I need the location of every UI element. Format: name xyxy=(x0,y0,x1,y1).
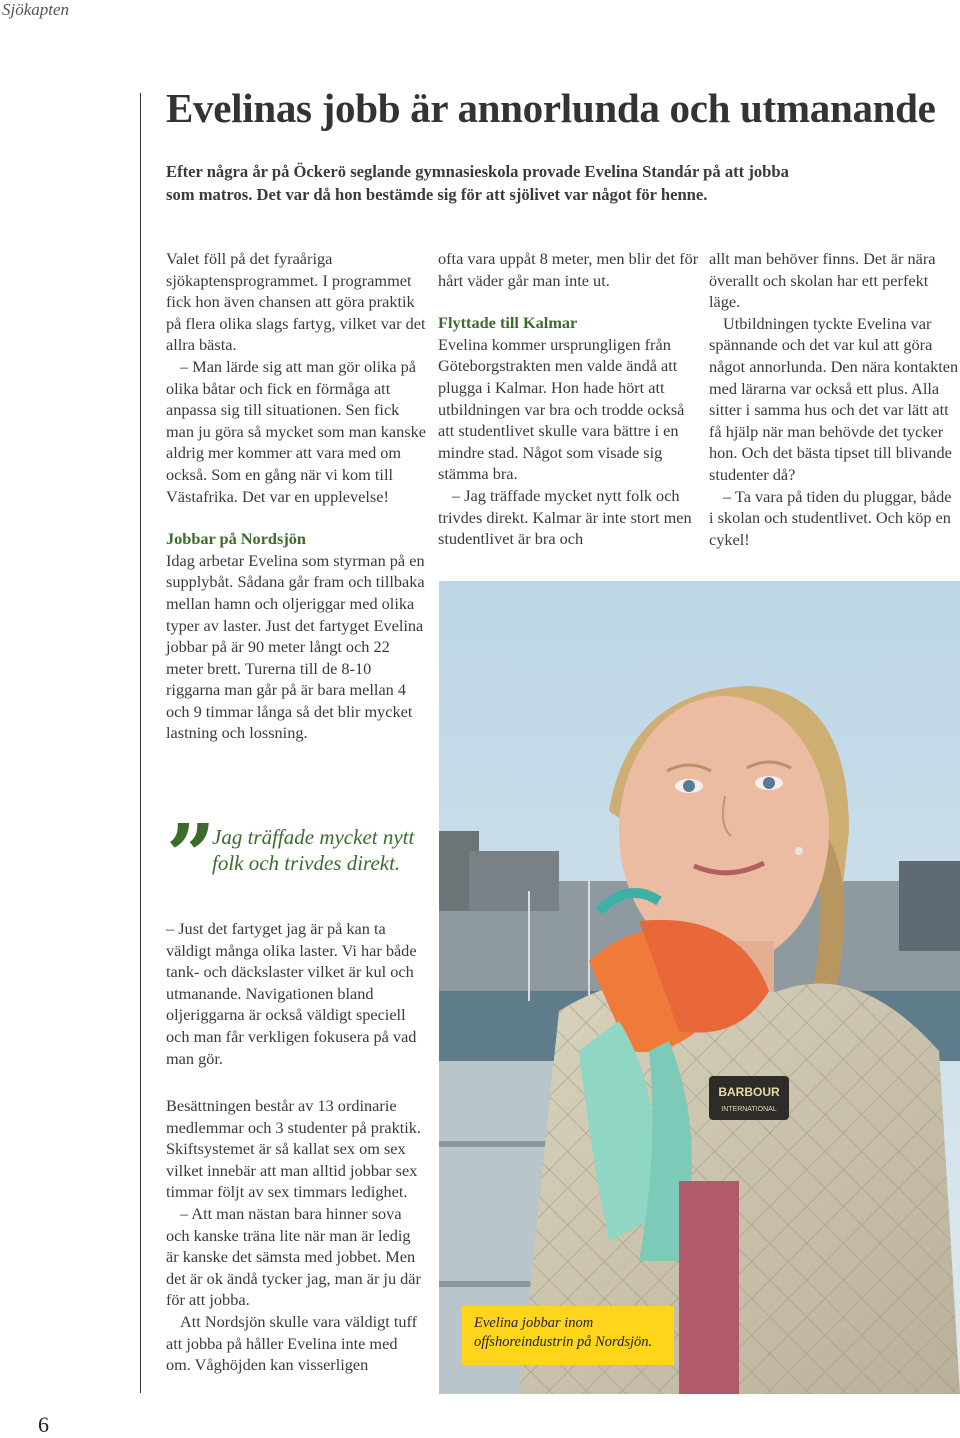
subheading-kalmar: Flyttade till Kalmar xyxy=(438,313,578,333)
paragraph: Idag arbetar Evelina som styrman på en supplybåt. Sådana går fram och tillbaka mellan hamn och oljeriggar med olika typer av laster. Just det fartyget Evelina jobbar på är 90 meter långt och 22 meter brett. Turerna till de 8-10 riggarna man går på är bara mellan 4 och 9 timmar långa så det blir mycket lastning och lossning. xyxy=(166,550,425,743)
paragraph: Utbildningen tyckte Evelina var spännande och det var kul att göra något annorlunda. Den nära kontakten med lärarna var också ett plus. Alla sitter i samma hus och det var lätt att få hjälp när man behövde det tycker hon. Och det bästa tipset till blivande studenter då? xyxy=(709,313,959,484)
article-title: Evelinas jobb är annorlunda och utmanande xyxy=(166,85,936,131)
paragraph: – Jag träffade mycket nytt folk och trivdes direkt. Kalmar är inte stort men studentlivet är bra och xyxy=(438,485,692,549)
section-label: Sjökapten xyxy=(2,0,70,19)
paragraph: – Att man nästan bara hinner sova och kanske träna lite när man är ledig är kanske det sämsta med jobbet. Men det är ok ändå tycker jag, man är ju där för att jobba. xyxy=(166,1203,421,1310)
portrait-illustration xyxy=(439,581,960,1394)
portrait-photo xyxy=(439,581,960,1394)
quote-mark-icon: ” xyxy=(166,806,216,907)
paragraph: – Ta vara på tiden du pluggar, både i skolan och studentlivet. Och köp en cykel! xyxy=(709,486,952,549)
column-1-top xyxy=(166,248,426,744)
subheading-nordsjon: Jobbar på Nordsjön xyxy=(166,529,306,549)
pull-quote xyxy=(166,806,426,907)
column-rule xyxy=(140,93,141,1393)
article-ingress: Efter några år på Öckerö seglande gymnasieskola provade Evelina Standár på att jobba som matros. Det var då hon bestämde sig för att sjölivet var något för henne. xyxy=(166,162,789,204)
paragraph: – Man lärde sig att man gör olika på olika båtar och fick en förmåga att anpassa sig till situationen. Sen fick man ju göra så mycket som man kanske aldrig mer kommer att vara med om också. Som en gång när vi kom till Västafrika. Det var en upplevelse! xyxy=(166,356,426,506)
paragraph: Valet föll på det fyraåriga sjökaptensprogrammet. I programmet fick hon även chansen att göra praktik på flera olika slags fartyg, vilket var det allra bästa. xyxy=(166,249,426,355)
paragraph: – Just det fartyget jag är på kan ta väldigt många olika laster. Vi har både tank- och däckslaster vilket är kul och utmanande. Navigationen bland oljeriggarna är också väldigt speciell och man får verkligen fokusera på vad man gör. xyxy=(166,919,417,1068)
badge-text: BARBOUR xyxy=(718,1085,780,1099)
page-number: 6 xyxy=(38,1412,49,1437)
column-1-middle xyxy=(166,918,426,1069)
paragraph: Besättningen består av 13 ordinarie medlemmar och 3 studenter på praktik. Skiftsystemet är så kallat sex om sex vilket innebär att man alltid jobbar sex timmar följt av sex timmars ledighet. xyxy=(166,1096,421,1202)
column-1-bottom xyxy=(166,1095,426,1376)
paragraph: allt man behöver finns. Det är nära överallt och skolan har ett perfekt läge. xyxy=(709,249,936,312)
badge-subtext: INTERNATIONAL xyxy=(721,1106,777,1113)
photo-caption: Evelina jobbar inom offshoreindustrin på Nordsjön. xyxy=(462,1306,674,1365)
paragraph: Evelina kommer ursprungligen från Göteborgstrakten men valde ändå att plugga i Kalmar. Hon hade hört att utbildningen var bra och trodde också att studentlivet skulle vara bättre i en mindre stad. Något som visade sig stämma bra. xyxy=(438,334,685,484)
paragraph: Att Nordsjön skulle vara väldigt tuff att jobba på håller Evelina inte med om. Våghöjden kan visserligen xyxy=(166,1311,418,1375)
pull-quote-text: Jag träffade mycket nytt folk och trivdes direkt. xyxy=(212,825,415,875)
column-2 xyxy=(438,248,700,550)
paragraph: ofta vara uppåt 8 meter, men blir det för hårt väder går man inte ut. xyxy=(438,249,699,290)
column-3 xyxy=(709,248,960,550)
